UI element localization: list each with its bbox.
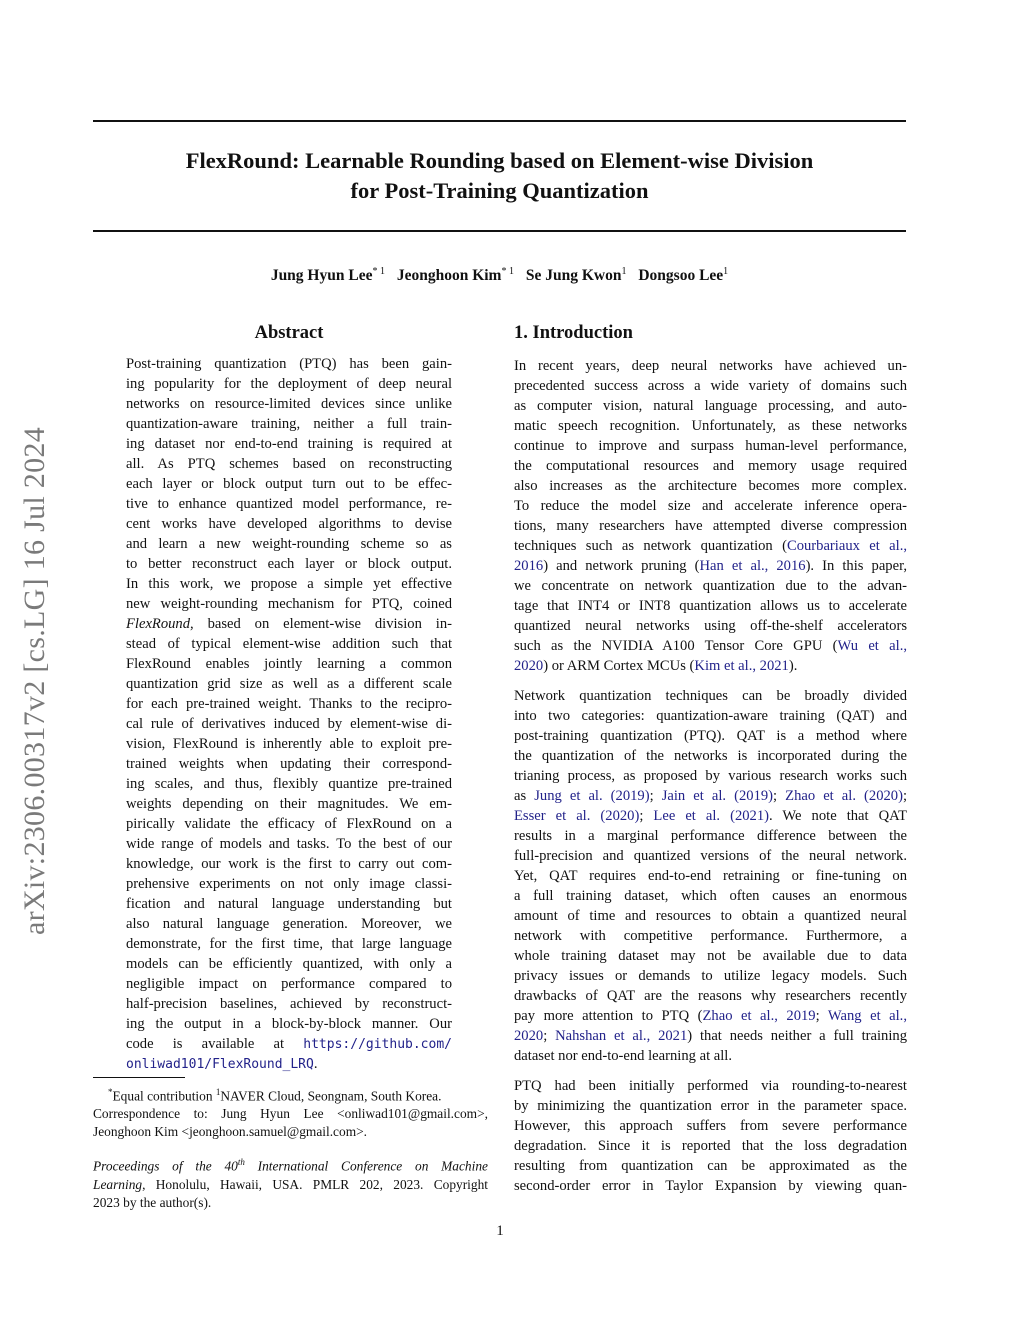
abstract-line: Post-training quantization (PTQ) has been gain- bbox=[126, 356, 452, 372]
body-line: such as the NVIDIA A100 Tensor Core GPU (Wu et al., bbox=[514, 638, 907, 654]
abstract-line: trained weights when updating their correspond- bbox=[126, 756, 452, 772]
footnotes bbox=[93, 1077, 488, 1212]
citation-link[interactable]: Nahshan et al., 2021 bbox=[555, 1028, 688, 1044]
citation-link[interactable]: 2016 bbox=[514, 558, 544, 574]
citation-link[interactable]: Zhao et al. (2020) bbox=[785, 788, 903, 804]
abstract-line: wide range of models and tasks. To the best of our bbox=[126, 836, 452, 852]
abstract-line: all. As PTQ schemes based on reconstructing bbox=[126, 456, 452, 472]
body-line: a full training dataset, which often causes an enormous bbox=[514, 888, 907, 904]
body-line: amount of time and resources to obtain a quantized neural bbox=[514, 908, 907, 924]
abstract-line: fication and natural language understanding but bbox=[126, 896, 452, 912]
body-line: tage that INT4 or INT8 quantization allows us to accelerate bbox=[514, 598, 907, 614]
body-line: results in a marginal performance difference between the bbox=[514, 828, 907, 844]
abstract-line: In this work, we propose a simple yet effective bbox=[126, 576, 452, 592]
arxiv-identifier: arXiv:2306.00317v2 [cs.LG] 16 Jul 2024 bbox=[18, 426, 51, 935]
abstract-line: ing scales, and thus, flexibly quantize pre-trained bbox=[126, 776, 452, 792]
title-line-1: FlexRound: Learnable Rounding based on Element-wise Division bbox=[185, 148, 814, 173]
body-line: privacy issues or demands to utilize legacy models. Such bbox=[514, 968, 907, 984]
body-line: second-order error in Taylor Expansion by viewing quan- bbox=[514, 1178, 907, 1194]
citation-link[interactable]: Wu et al., bbox=[837, 638, 907, 654]
body-line: tions, many researchers have attempted diverse compression bbox=[514, 518, 907, 534]
body-line: as computer vision, natural language processing, and auto- bbox=[514, 398, 907, 414]
body-line: matic speech recognition. Unfortunately, as these networks bbox=[514, 418, 907, 434]
intro-paragraph-1 bbox=[514, 356, 907, 676]
body-line: techniques such as network quantization (Courbariaux et al., bbox=[514, 538, 908, 554]
body-line: post-training quantization (PTQ). QAT is a method where bbox=[514, 728, 907, 744]
left-column bbox=[126, 320, 452, 1074]
body-line: the quantization of the networks is incorporated during the bbox=[514, 748, 907, 764]
abstract-line: cent works have developed algorithms to devise bbox=[126, 516, 452, 532]
body-line: Yet, QAT requires end-to-end retraining or fine-tuning on bbox=[514, 868, 907, 884]
body-line: 2016) and network pruning (Han et al., 2016). In this paper, bbox=[514, 558, 907, 574]
body-line: continue to improve and surpass human-level performance, bbox=[514, 438, 907, 454]
citation-link[interactable]: Esser et al. (2020) bbox=[514, 808, 640, 824]
abstract-line: onliwad101/FlexRound_LRQ. bbox=[126, 1056, 318, 1072]
body-line: full-precision and quantized versions of the neural network. bbox=[514, 848, 907, 864]
body-line: To reduce the model size and accelerate inference opera- bbox=[514, 498, 907, 514]
abstract-line: quantization grid size as well as a different scale bbox=[126, 676, 452, 692]
body-line: pay more attention to PTQ (Zhao et al., 2019; Wang et al., bbox=[514, 1008, 907, 1024]
abstract-line: pirically validate the efficacy of FlexRound on a bbox=[126, 816, 452, 832]
abstract-line: quantization-aware training, neither a full train- bbox=[126, 416, 452, 432]
abstract-body bbox=[126, 354, 452, 1074]
body-line: Esser et al. (2020); Lee et al. (2021). We note that QAT bbox=[514, 808, 907, 824]
author: Jung Hyun Lee$^{* 1}$ bbox=[270, 266, 385, 285]
abstract-line: ing popularity for the deployment of deep neural bbox=[126, 376, 452, 392]
body-line: we concentrate on network quantization due to the advan- bbox=[514, 578, 907, 594]
body-line: as Jung et al. (2019); Jain et al. (2019); Zhao et al. (2020); bbox=[514, 788, 908, 804]
body-line: dataset nor end-to-end learning at all. bbox=[514, 1048, 733, 1064]
body-line: resulting from quantization can be approximated as the bbox=[514, 1158, 907, 1174]
body-line: 2020; Nahshan et al., 2021) that needs neither a full training bbox=[514, 1028, 907, 1044]
body-line: 2020) or ARM Cortex MCUs (Kim et al., 2021). bbox=[514, 658, 798, 674]
abstract-line: weights depending on their magnitudes. We em- bbox=[126, 796, 452, 812]
citation-link[interactable]: Jung et al. (2019) bbox=[534, 788, 650, 804]
code-link[interactable]: https://github.com/ bbox=[303, 1037, 452, 1052]
abstract-line: knowledge, our work is the first to carry out com- bbox=[126, 856, 452, 872]
citation-link[interactable]: Zhao et al., 2019 bbox=[702, 1008, 816, 1024]
body-line: trianing process, as proposed by various research works such bbox=[514, 768, 907, 784]
citation-link[interactable]: Wang et al., bbox=[827, 1008, 907, 1024]
abstract-line: new weight-rounding mechanism for PTQ, coined bbox=[126, 596, 452, 612]
body-line: the computational resources and memory usage required bbox=[514, 458, 907, 474]
intro-paragraph-3 bbox=[514, 1076, 907, 1196]
abstract-line: each layer or block output turn out to be effec- bbox=[126, 476, 452, 492]
abstract-line: stead of typical element-wise addition such that bbox=[126, 636, 452, 652]
abstract-line: vision, FlexRound is inherently able to exploit pre- bbox=[126, 736, 452, 752]
citation-link[interactable]: Kim et al., 2021 bbox=[694, 658, 789, 674]
abstract-line: FlexRound, based on element-wise division in- bbox=[126, 616, 452, 632]
citation-link[interactable]: Lee et al. (2021) bbox=[653, 808, 770, 824]
abstract-line: prehensive experiments on not only image classi- bbox=[126, 876, 452, 892]
body-line: However, this approach suffers from severe performance bbox=[514, 1118, 907, 1134]
body-line: also increases as the architecture becomes more complex. bbox=[514, 478, 907, 494]
citation-link[interactable]: Han et al., 2016 bbox=[699, 558, 806, 574]
body-line: by minimizing the quantization error in the parameter space. bbox=[514, 1098, 907, 1114]
citation-link[interactable]: 2020 bbox=[514, 1028, 544, 1044]
footnote-correspondence: Jeonghoon Kim <jeonghoon.samuel@gmail.com>. bbox=[93, 1124, 368, 1140]
citation-link[interactable]: Courbariaux et al., bbox=[786, 538, 908, 554]
footnote-affiliation: *Equal contribution $^1$NAVER Cloud, Seongnam, South Korea. bbox=[108, 1087, 442, 1104]
abstract-line: half-precision baselines, achieved by reconstruct- bbox=[126, 996, 452, 1012]
proceedings-note: Proceedings of the 40th International Conference on Machine Learning, Honolulu, Hawaii, USA. PMLR 202, 2023. Copyright 2023 by the author(s). bbox=[93, 1157, 488, 1210]
title-line-2: for Post-Training Quantization bbox=[350, 178, 649, 203]
abstract-line: code is available at https://github.com/ bbox=[126, 1036, 452, 1052]
abstract-line: also natural language generation. Moreover, we bbox=[126, 916, 452, 932]
abstract-line: tive to enhance quantized model performance, re- bbox=[126, 496, 452, 512]
body-line: network with competitive performance. Furthermore, a bbox=[514, 928, 907, 944]
code-link-continued[interactable]: onliwad101/FlexRound_LRQ bbox=[126, 1057, 314, 1072]
body-line: In recent years, deep neural networks have achieved un- bbox=[514, 358, 907, 374]
abstract-line: to better reconstruct each layer or block output. bbox=[126, 556, 452, 572]
body-line: PTQ had been initially performed via rounding-to-nearest bbox=[514, 1078, 907, 1094]
abstract-line: demonstrate, for the first time, that large language bbox=[126, 936, 452, 952]
body-line: Network quantization techniques can be broadly divided bbox=[514, 688, 907, 704]
abstract-line: cal rule of derivatives induced by element-wise di- bbox=[126, 716, 452, 732]
section-heading: 1. Introduction bbox=[514, 323, 633, 343]
abstract-line: networks on resource-limited devices since unlike bbox=[126, 396, 452, 412]
abstract-line: negligible impact on performance compared to bbox=[126, 976, 452, 992]
abstract-line: models can be efficiently quantized, with only a bbox=[126, 956, 452, 972]
footnote-rule bbox=[93, 1077, 185, 1078]
body-line: whole training dataset may not be available due to data bbox=[514, 948, 907, 964]
abstract-heading: Abstract bbox=[254, 323, 324, 343]
citation-link[interactable]: 2020 bbox=[514, 658, 544, 674]
author-list bbox=[93, 266, 906, 285]
right-column bbox=[514, 320, 907, 1206]
intro-paragraph-2 bbox=[514, 686, 907, 1066]
body-line: into two categories: quantization-aware training (QAT) and bbox=[514, 708, 907, 724]
body-line: degradation. Since it is reported that the loss degradation bbox=[514, 1138, 907, 1154]
abstract-line: and learn a new weight-rounding scheme so as bbox=[126, 536, 452, 552]
paper-title bbox=[93, 146, 906, 206]
citation-link[interactable]: Jain et al. (2019) bbox=[661, 788, 774, 804]
abstract-line: for each pre-trained weight. Thanks to the recipro- bbox=[126, 696, 452, 712]
abstract-line: FlexRound enables jointly learning a common bbox=[126, 656, 452, 672]
body-line: precedented success across a wide variety of domains such bbox=[514, 378, 907, 394]
page-number: 1 bbox=[496, 1223, 504, 1239]
bottom-rule bbox=[93, 230, 906, 232]
abstract-line: ing dataset nor end-to-end training is required at bbox=[126, 436, 452, 452]
abstract-line: ing the output in a block-by-block manner. Our bbox=[126, 1016, 452, 1032]
author: Dongsoo Lee$^1$ bbox=[638, 266, 729, 285]
top-rule bbox=[93, 120, 906, 122]
author: Se Jung Kwon$^1$ bbox=[525, 266, 627, 285]
footnote-correspondence: Correspondence to: Jung Hyun Lee <onliwad101@gmail.com>, bbox=[93, 1106, 488, 1122]
body-line: quantized neural networks using off-the-shelf accelerators bbox=[514, 618, 907, 634]
body-line: drawbacks of QAT are the reasons why researchers recently bbox=[514, 988, 907, 1004]
method-name: FlexRound bbox=[126, 616, 191, 632]
author: Jeonghoon Kim$^{* 1}$ bbox=[396, 266, 514, 285]
